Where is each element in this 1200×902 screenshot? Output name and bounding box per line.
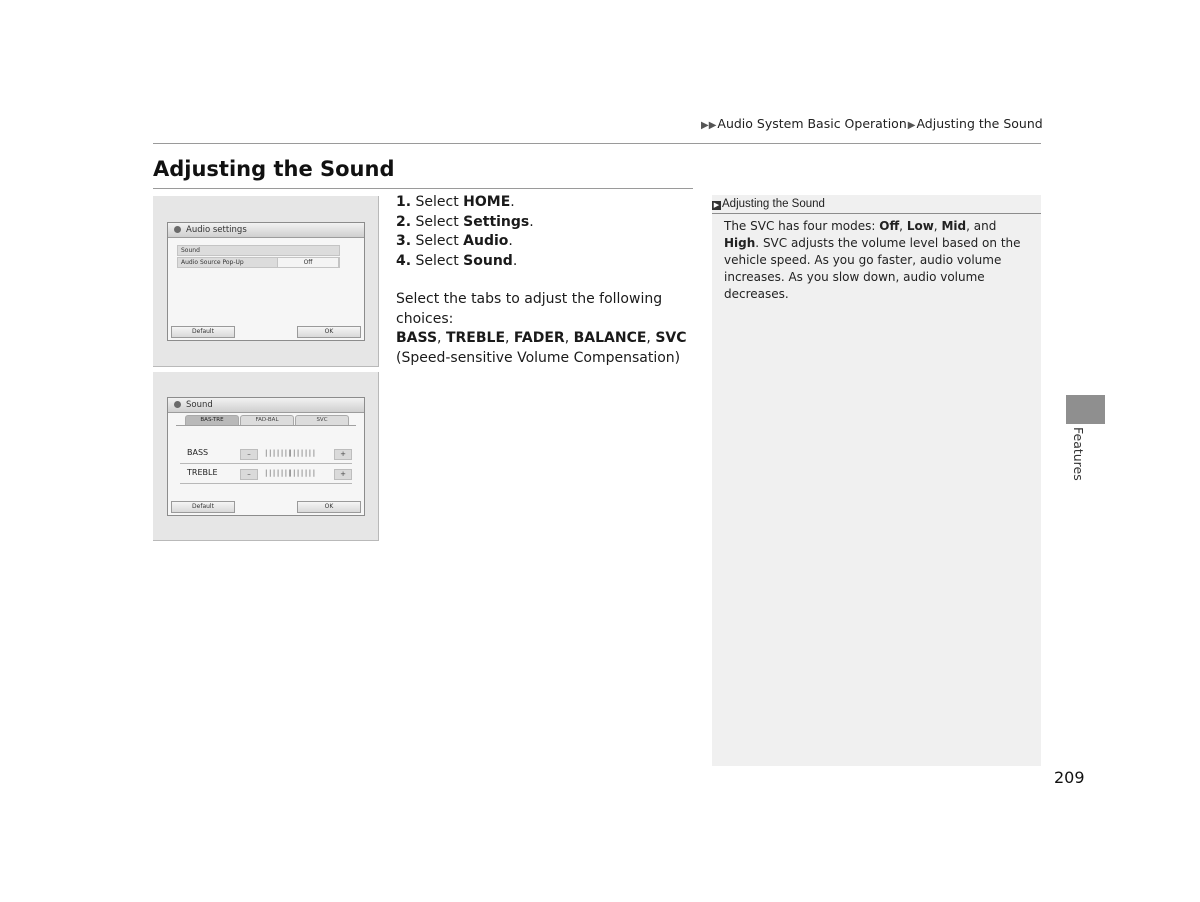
mode: High <box>724 236 756 250</box>
tabs-choices: BASS, TREBLE, FADER, BALANCE, SVC <box>396 330 687 347</box>
screen-header <box>168 398 364 413</box>
side-note-title: Adjusting the Sound <box>722 198 825 210</box>
side-note <box>712 195 1041 766</box>
step-list <box>396 193 534 271</box>
screen-header-title: Audio settings <box>186 225 247 235</box>
menu-row-label: Audio Source Pop-Up <box>181 259 244 266</box>
reference-marker-icon: ▶ <box>713 202 720 209</box>
note-text: and <box>973 219 997 233</box>
note-text: The SVC has four modes: <box>724 219 880 233</box>
mode: Low <box>906 219 934 233</box>
page-number: 209 <box>1054 768 1085 787</box>
sound-screen <box>167 397 365 516</box>
treble-plus-button[interactable]: + <box>334 469 352 480</box>
settings-icon <box>174 401 181 408</box>
choice: SVC <box>655 330 687 347</box>
menu-row-label: Sound <box>181 247 200 254</box>
tab-svc[interactable]: SVC <box>295 415 349 425</box>
note-text: SVC adjusts the volume level based on the vehicle speed. As you go faster, audio volume increases. As you slow down, audio volume decreases. <box>724 236 1021 301</box>
step-item: 2. Select Settings. <box>396 213 534 230</box>
step-target: Audio <box>463 233 509 250</box>
step-verb: Select <box>415 194 459 210</box>
step-verb: Select <box>415 252 459 269</box>
section-tab-label: Features <box>1071 427 1086 481</box>
section-tab <box>1058 427 1114 483</box>
bass-label: BASS <box>187 448 209 457</box>
slider-ticks: |||||| <box>265 469 289 477</box>
tabs-paragraph <box>396 290 706 368</box>
bass-slider[interactable] <box>265 449 317 457</box>
slider-divider <box>180 463 352 464</box>
step-verb: Select <box>415 213 459 230</box>
page-title: Adjusting the Sound <box>153 157 395 181</box>
step-target: HOME <box>463 194 511 210</box>
side-note-heading <box>712 195 1041 214</box>
step-item: 4. Select Sound. <box>396 252 518 269</box>
default-button[interactable]: Default <box>171 501 235 513</box>
triangle-icon: ▶ <box>907 120 916 131</box>
ok-button[interactable]: OK <box>297 501 361 513</box>
header-rule <box>153 143 1041 144</box>
double-triangle-icon: ▶▶ <box>701 120 717 131</box>
step-number: 3. <box>396 233 412 250</box>
breadcrumb <box>700 116 1042 131</box>
screen-header-title: Sound <box>186 400 213 410</box>
step-target: Sound <box>463 252 513 269</box>
section-tab-marker <box>1066 395 1105 424</box>
tabs-intro: Select the tabs to adjust the following choices: <box>396 291 663 327</box>
slider-ticks: |||||| <box>292 449 317 457</box>
screen-header <box>168 223 364 238</box>
side-note-body: The SVC has four modes: Off, Low, Mid, and High. SVC adjusts the volume level based on the vehicle speed. As you go faster, audio volume increases. As you slow down, audio volume decreases. <box>724 219 1021 301</box>
step-verb: Select <box>415 233 459 250</box>
slider-ticks: |||||| <box>265 449 289 457</box>
treble-label: TREBLE <box>187 468 218 477</box>
treble-minus-button[interactable]: – <box>240 469 258 480</box>
ok-button[interactable]: OK <box>297 326 361 338</box>
svc-explanation: (Speed-sensitive Volume Compensation) <box>396 349 681 366</box>
slider-ticks: |||||| <box>292 469 317 477</box>
default-button[interactable]: Default <box>171 326 235 338</box>
step-item: 1. Select HOME. <box>396 194 515 210</box>
tab-fad-bal[interactable]: FAD-BAL <box>240 415 294 425</box>
choice: FADER <box>513 330 565 347</box>
step-number: 1. <box>396 194 412 210</box>
title-rule <box>153 188 693 189</box>
step-number: 2. <box>396 213 412 230</box>
mode: Mid <box>941 219 967 233</box>
mode: Off <box>879 219 900 233</box>
choice: BALANCE <box>573 330 647 347</box>
settings-icon <box>174 226 181 233</box>
step-target: Settings <box>463 213 530 230</box>
slider-divider <box>180 483 352 484</box>
bass-minus-button[interactable]: – <box>240 449 258 460</box>
breadcrumb-parent[interactable]: Audio System Basic Operation <box>717 116 907 131</box>
audio-settings-screenshot <box>153 196 379 367</box>
tab-bas-tre[interactable]: BAS-TRE <box>185 415 239 425</box>
slider-thumb[interactable]: | <box>288 469 293 477</box>
tab-underline <box>176 425 356 426</box>
menu-row-value: Off <box>277 257 339 268</box>
menu-row-audio-source-popup[interactable] <box>177 257 340 268</box>
sound-screenshot <box>153 372 379 541</box>
choice: BASS <box>396 330 438 347</box>
treble-slider[interactable] <box>265 469 317 477</box>
menu-row-sound[interactable] <box>177 245 340 256</box>
slider-thumb[interactable]: | <box>288 449 293 457</box>
step-number: 4. <box>396 252 412 269</box>
breadcrumb-current: Adjusting the Sound <box>916 116 1043 131</box>
choice: TREBLE <box>445 330 506 347</box>
step-item: 3. Select Audio. <box>396 233 513 250</box>
bass-plus-button[interactable]: + <box>334 449 352 460</box>
audio-settings-screen <box>167 222 365 341</box>
